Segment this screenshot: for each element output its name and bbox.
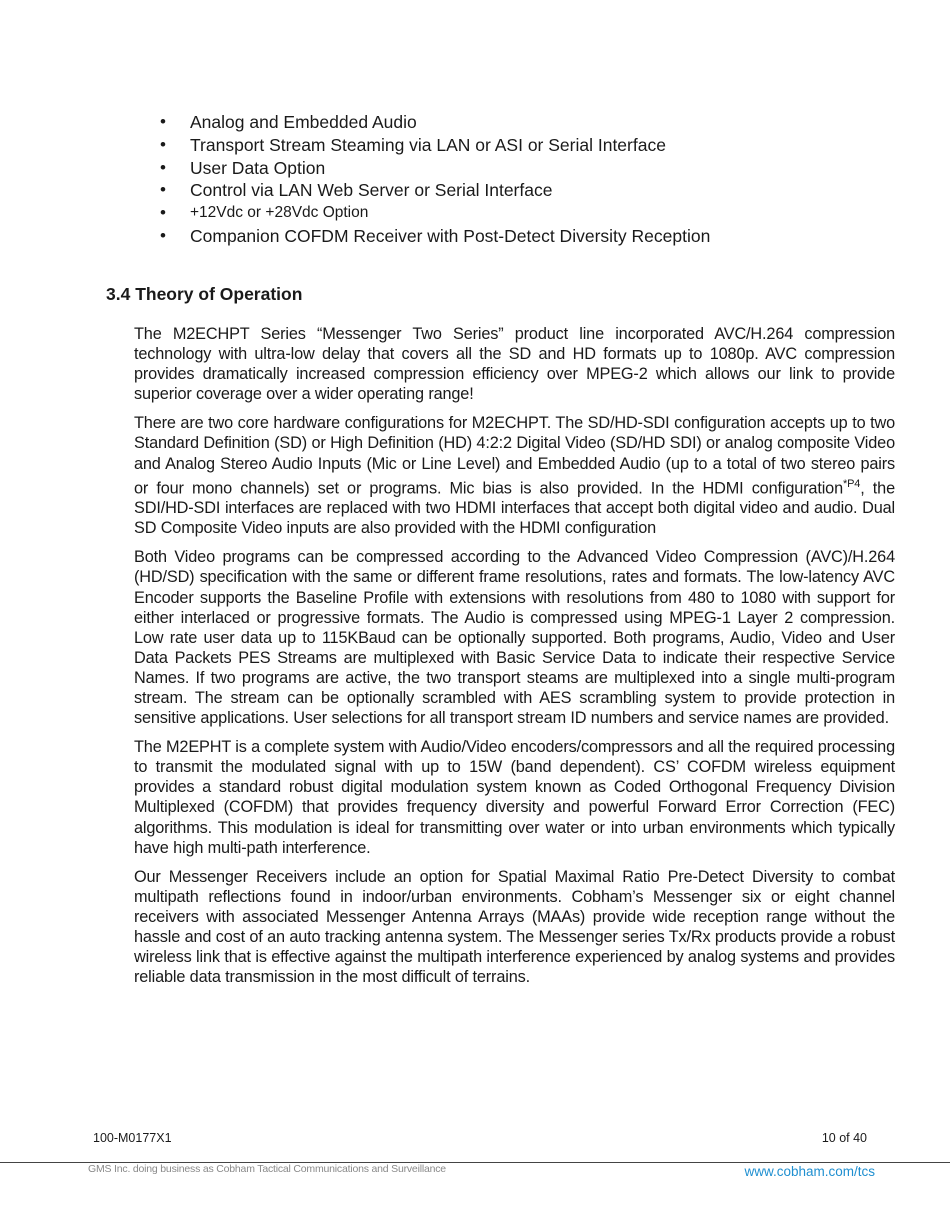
section-body <box>134 324 895 996</box>
paragraph-compression: Both Video programs can be compressed according to the Advanced Video Compression (AVC)/H.264 (HD/SD) specification with the same or different frame resolutions, rates and formats. The low-latency AVC Encoder supports the Baseline Profile with extensions with resolutions from 480 to 1080 with support for either interlaced or progressive formats. The Audio is compressed using MPEG-1 Layer 2 compression. Low rate user data up to 115KBaud can be optionally supported. Both programs, Audio, Video and User Data Packets PES Streams are multiplexed with Basic Service Data to indicate their respective Service Names. If two programs are active, the two transport steams are multiplexed into a single multi-program stream. The stream can be optionally scrambled with AES scrambling system to provide protection in sensitive applications. User selections for all transport stream ID numbers and service names are provided. <box>134 548 895 728</box>
paragraph-receivers: Our Messenger Receivers include an option for Spatial Maximal Ratio Pre-Detect Diversity to combat multipath reflections found in indoor/urban environments. Cobham’s Messenger six or eight channel receivers with associated Messenger Antenna Arrays (MAAs) provide wide reception range without the hassle and cost of an auto tracking antenna system. The Messenger series Tx/Rx products provide a robust wireless link that is effective against the multipath interference experienced by analog systems and provides reliable data transmission in the most difficult of terrains. <box>134 867 895 987</box>
paragraph-configurations <box>134 413 895 538</box>
paragraph-system: The M2EPHT is a complete system with Audio/Video encoders/compressors and all the required processing to transmit the modulated signal with up to 15W (band dependent). CS’ COFDM wireless equipment provides a standard robust digital modulation system known as Coded Orthogonal Frequency Division Multiplexed (COFDM) that provides frequency diversity and powerful Forward Error Correction (FEC) algorithms. This modulation is ideal for transmitting over water or into urban environments which typically have high multi-path interference. <box>134 738 895 857</box>
bullet-item: • Control via LAN Web Server or Serial Interface <box>160 179 710 202</box>
feature-bullet-list <box>160 111 710 248</box>
bullet-item: • +12Vdc or +28Vdc Option <box>160 202 710 225</box>
section-heading: 3.4 Theory of Operation <box>106 284 303 304</box>
bullet-item: • User Data Option <box>160 157 710 180</box>
footer-website-link[interactable]: www.cobham.com/tcs <box>744 1164 875 1179</box>
footer-doc-number: 100-M0177X1 <box>93 1131 172 1145</box>
paragraph-text: There are two core hardware configurations for M2ECHPT. The SD/HD-SDI configuration accepts up to two Standard Definition (SD) or High Definition (HD) 4:2:2 Digital Video (SD/HD SDI) or analog composite Video and Analog Stereo Audio Inputs (Mic or Line Level) and Embedded Audio (up to a total of two stereo pairs or four mono channels) set or programs. Mic bias is also provided. In the HDMI configuration <box>134 414 895 498</box>
footer-company-name: GMS Inc. doing business as Cobham Tactical Communications and Surveillance <box>88 1163 446 1175</box>
bullet-item: • Analog and Embedded Audio <box>160 111 710 134</box>
footnote-marker: *P4 <box>842 477 861 490</box>
bullet-item: • Transport Stream Steaming via LAN or ASI or Serial Interface <box>160 134 710 157</box>
paragraph-intro: The M2ECHPT Series “Messenger Two Series” product line incorporated AVC/H.264 compression technology with ultra-low delay that covers all the SD and HD formats up to 1080p. AVC compression provides dramatically increased compression efficiency over MPEG-2 which allows our link to provide superior coverage over a wider operating range! <box>134 325 895 404</box>
paragraph-text: , the SDI/HD-SDI interfaces are replaced with two HDMI interfaces that accept both digital video and audio. Dual SD Composite Video inputs are also provided with the HDMI configuration <box>134 479 895 538</box>
bullet-item: • Companion COFDM Receiver with Post-Detect Diversity Reception <box>160 225 710 248</box>
footer-page-number: 10 of 40 <box>821 1131 867 1145</box>
